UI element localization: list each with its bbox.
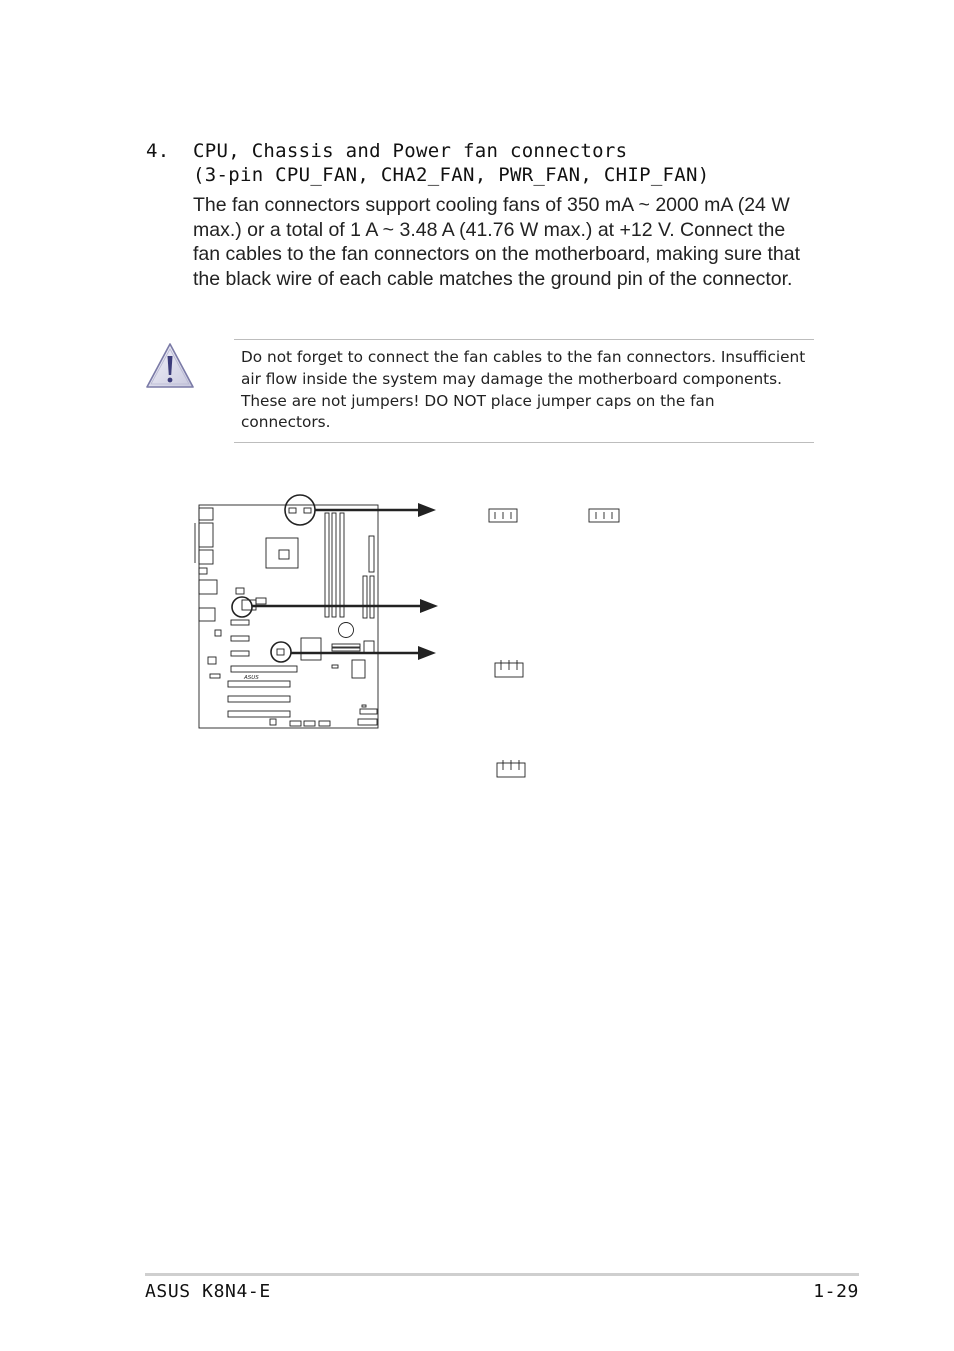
motherboard-diagram [186,488,646,788]
section-paragraph: The fan connectors support cooling fans of 350 mA ~ 2000 mA (24 W max.) or a total of 1 A ~ 3.48 A (41.76 W max.) at +12 V. Connect the fan cables to the fan connectors on the motherboard, making sure that the black wire of each cable matches the ground pin of the connector. [193,194,801,290]
board-logo: ASUS [244,675,259,681]
footer-page-number: 1-29 [813,1281,859,1302]
warning-triangle-icon [145,342,195,390]
caution-text: Do not forget to connect the fan cables to the fan connectors. Insufficient air flow inside the system may damage the motherboard components. These are not jumpers! DO NOT place jumper caps on the fan connectors. [241,348,806,432]
caution-icon [145,342,195,390]
section-number: 4. [146,140,170,162]
section-title-line-2: (3-pin CPU_FAN, CHA2_FAN, PWR_FAN, CHIP_FAN) [193,164,710,186]
caution-box [234,339,814,443]
footer-product-name: ASUS K8N4-E [145,1281,271,1302]
motherboard-layout-icon [186,488,646,788]
section-title-line-1: CPU, Chassis and Power fan connectors [193,140,628,162]
footer-rule [145,1273,859,1276]
